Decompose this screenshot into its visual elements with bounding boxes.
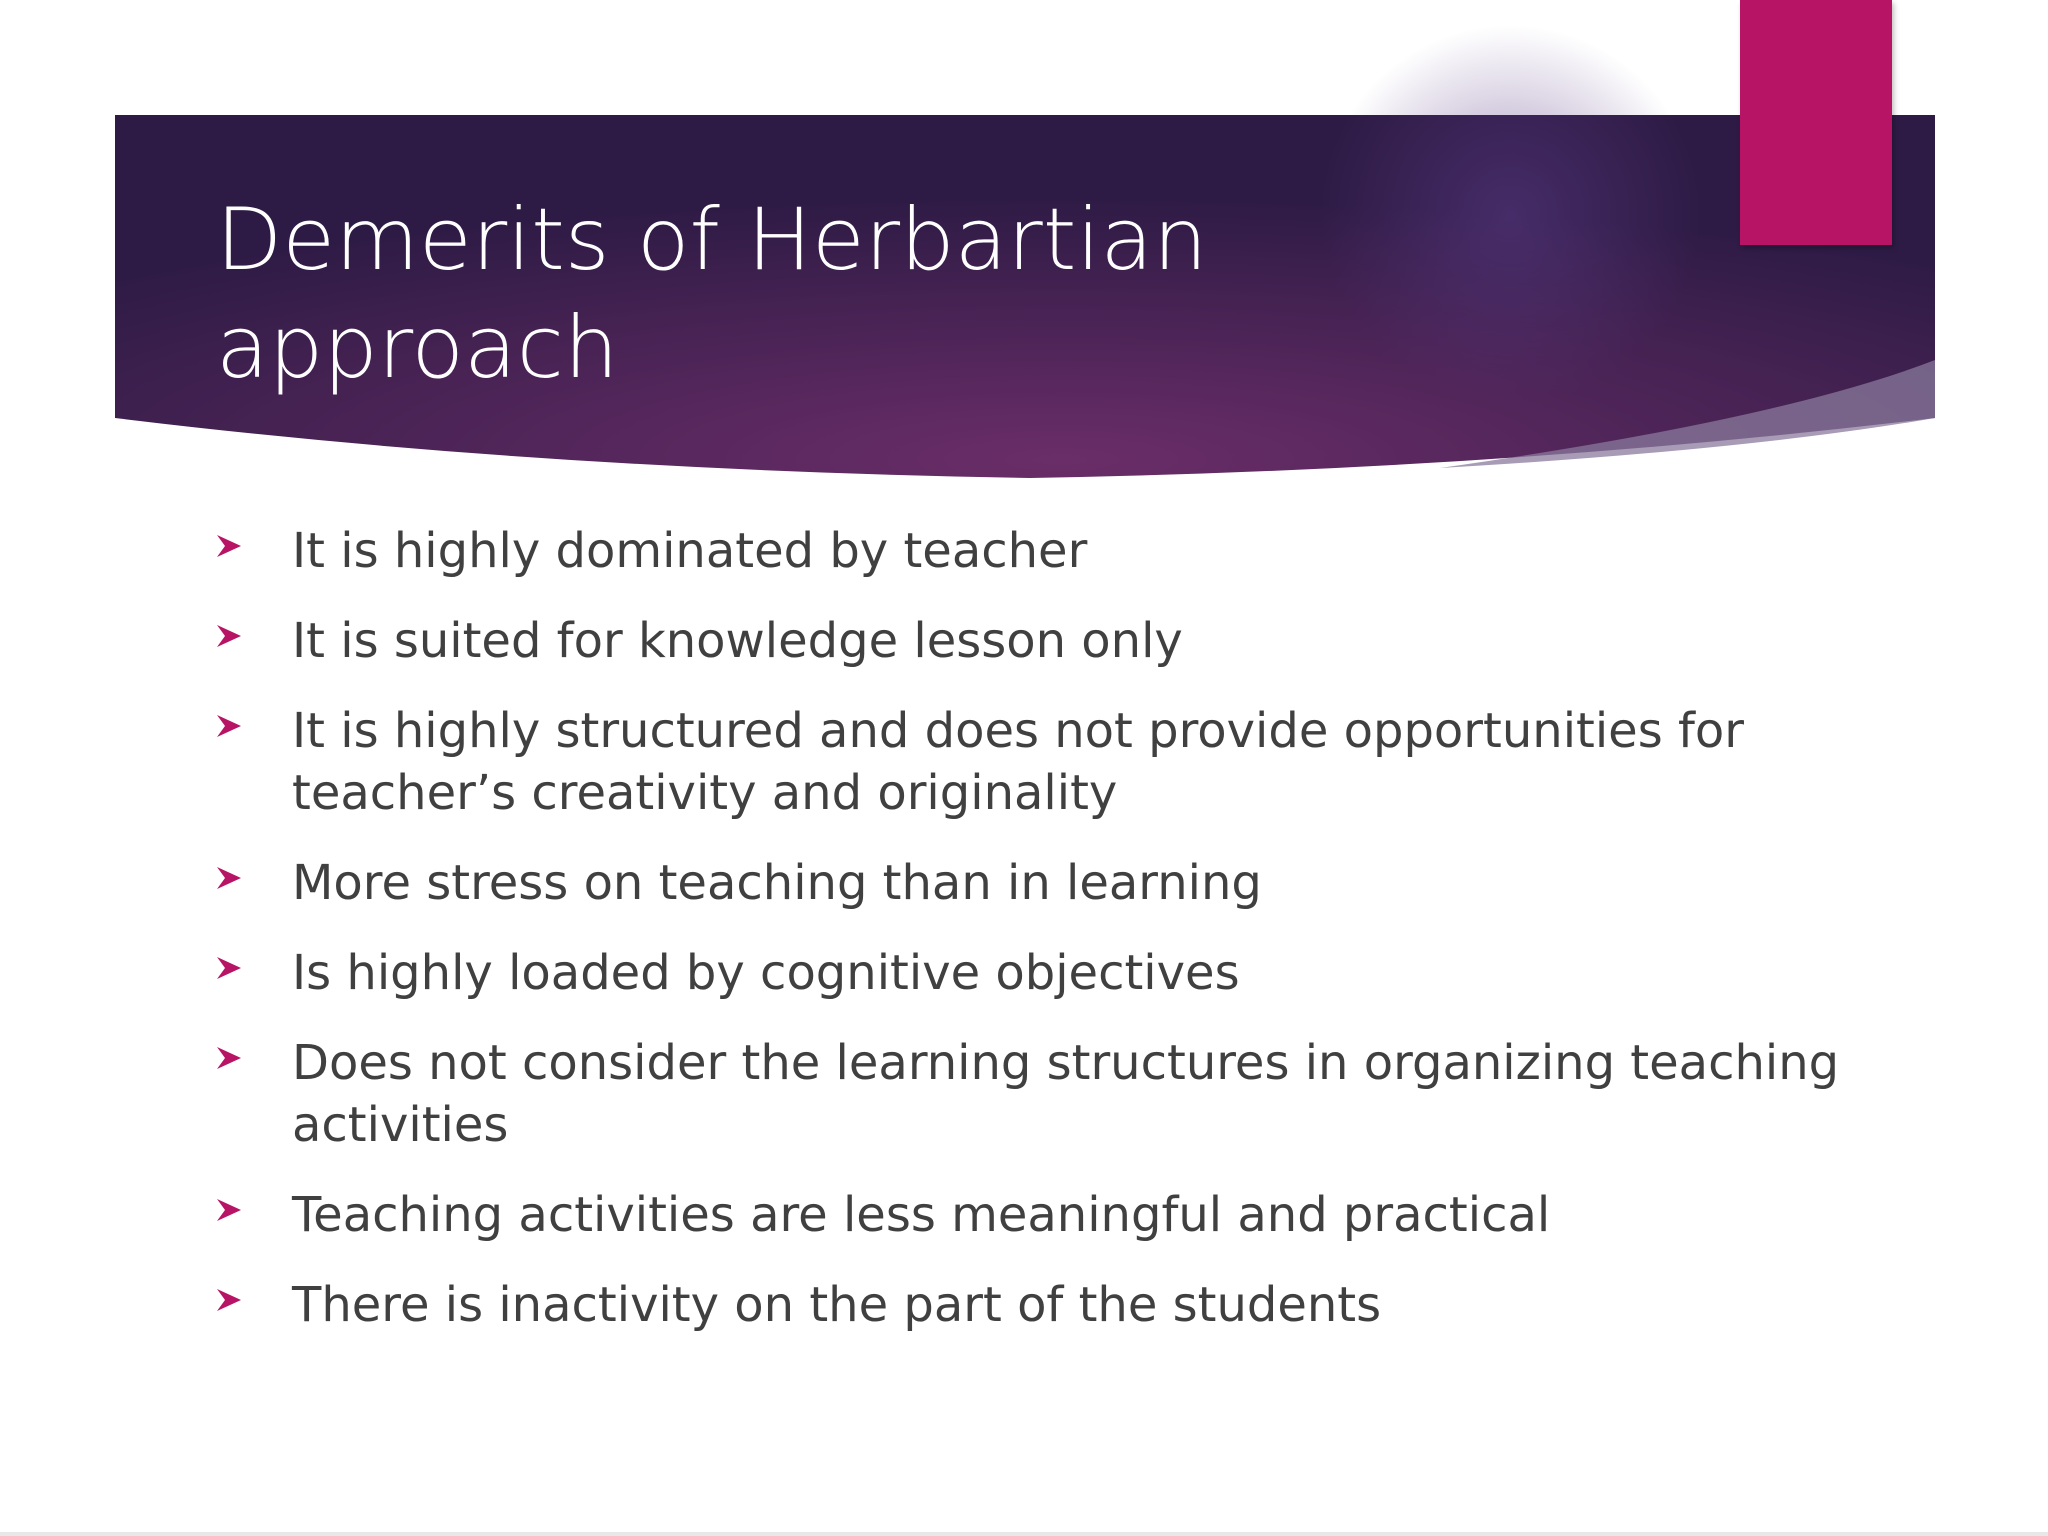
bullet-item	[216, 700, 1896, 824]
bullet-item	[216, 1274, 1896, 1336]
arrowhead-bullet-icon	[216, 942, 292, 1000]
bullet-item	[216, 852, 1896, 914]
bullet-item	[216, 520, 1896, 582]
accent-tab	[1740, 0, 1892, 245]
arrowhead-bullet-icon	[216, 852, 292, 910]
slide-title: Demerits of Herbartian approach	[216, 190, 1208, 398]
bullet-item	[216, 1184, 1896, 1246]
arrowhead-bullet-icon	[216, 1184, 292, 1242]
bullet-item	[216, 610, 1896, 672]
bullet-text: Teaching activities are less meaningful and practical	[292, 1187, 1551, 1243]
arrowhead-bullet-icon	[216, 700, 292, 758]
arrowhead-bullet-icon	[216, 1274, 292, 1332]
arrowhead-bullet-icon	[216, 1032, 292, 1090]
bullet-text: It is suited for knowledge lesson only	[292, 613, 1183, 669]
bullet-item	[216, 1032, 1896, 1156]
bullet-text: It is highly dominated by teacher	[292, 523, 1088, 579]
bullet-text: There is inactivity on the part of the students	[292, 1277, 1382, 1333]
bullet-text: More stress on teaching than in learning	[292, 855, 1262, 911]
bullet-list	[216, 520, 1896, 1364]
bullet-text: It is highly structured and does not provide opportunities for teacher’s creativity and originality	[292, 703, 1744, 821]
bullet-text: Does not consider the learning structures in organizing teaching activities	[292, 1035, 1840, 1153]
arrowhead-bullet-icon	[216, 520, 292, 578]
bottom-rule	[0, 1532, 2048, 1536]
arrowhead-bullet-icon	[216, 610, 292, 668]
bullet-text: Is highly loaded by cognitive objectives	[292, 945, 1240, 1001]
bullet-item	[216, 942, 1896, 1004]
